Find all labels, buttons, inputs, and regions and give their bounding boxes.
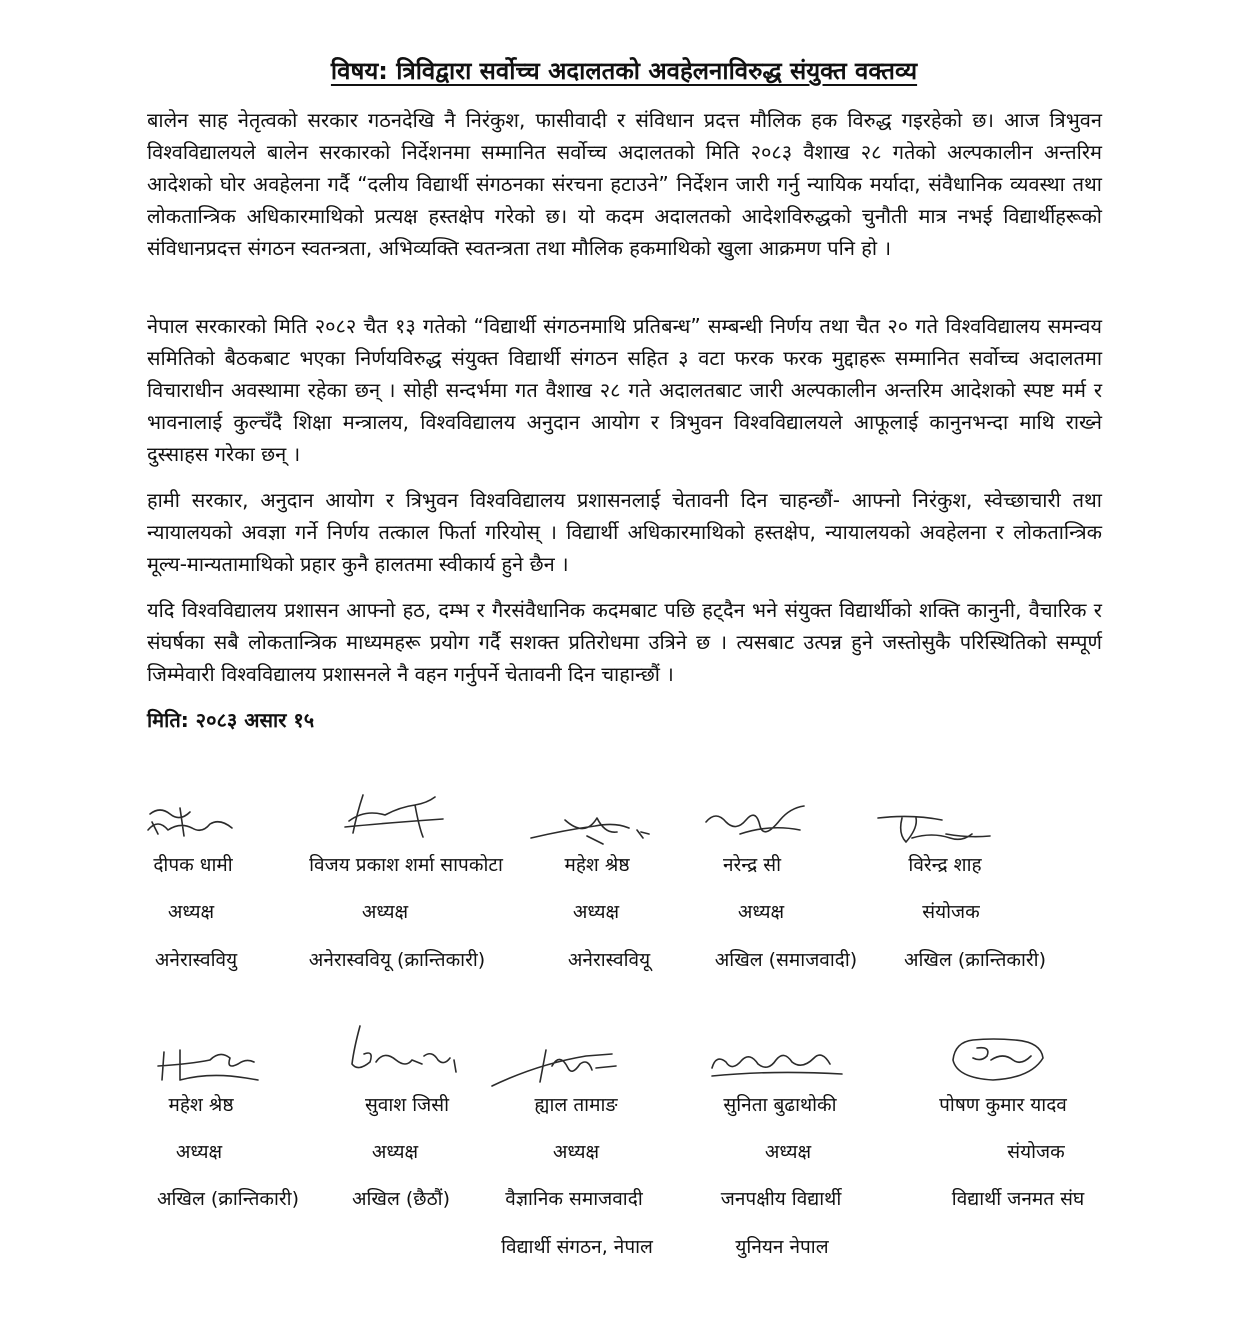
signatory-org: युनियन नेपाल — [735, 1236, 829, 1258]
title-text: विषय: त्रिविद्वारा सर्वोच्च अदालतको अवहेलनाविरुद्ध संयुक्त वक्तव्य — [330, 57, 918, 85]
signature-image — [700, 800, 810, 850]
signatory-org: अखिल (क्रान्तिकारी) — [156, 1188, 300, 1210]
signature-image — [140, 800, 250, 845]
signatory-role: संयोजक — [922, 901, 980, 923]
signatory-org: जनपक्षीय विद्यार्थी — [720, 1188, 842, 1210]
signatory-name: विजय प्रकाश शर्मा सापकोटा — [309, 854, 503, 876]
signatory-org: अखिल (समाजवादी) — [714, 949, 858, 971]
signatory-role: अध्यक्ष — [175, 1141, 223, 1163]
signatory-org: अखिल (छैठौं) — [351, 1188, 451, 1210]
signatory-role: संयोजक — [1007, 1141, 1065, 1163]
signature-image — [335, 783, 450, 843]
signatory-org: अनेरास्ववियु — [154, 949, 238, 971]
signatory-org: अनेरास्ववियू — [567, 949, 651, 971]
signatory-role: अध्यक्ष — [572, 901, 620, 923]
paragraph-3: हामी सरकार, अनुदान आयोग र त्रिभुवन विश्वविद्यालय प्रशासनलाई चेतावनी दिन चाहन्छौं- आफ्नो निरंकुश, स्वेच्छाचारी तथा न्यायालयको अवज्ञा गर्ने निर्णय तत्काल फिर्ता गरियोस् । विद्यार्थी अधिकारमाथिको हस्तक्षेप, न्यायालयको अवहेलना र लोकतान्त्रिक मूल्य-मान्यतामाथिको प्रहार कुनै हालतमा स्वीकार्य हुने छैन । — [147, 488, 1102, 576]
signatory-name: महेश श्रेष्ठ — [564, 854, 630, 876]
signatory-role: अध्यक्ष — [167, 901, 215, 923]
signature-image — [150, 1040, 270, 1090]
signatory-role: अध्यक्ष — [552, 1141, 600, 1163]
signatory-name: ह्याल तामाङ — [534, 1094, 618, 1116]
signatory-name: दीपक धामी — [153, 854, 233, 876]
signatory-org: अनेरास्ववियू (क्रान्तिकारी) — [308, 949, 486, 971]
signatory-org: वैज्ञानिक समाजवादी — [505, 1188, 643, 1210]
signatory-name: विरेन्द्र शाह — [908, 854, 982, 876]
paragraph-2: नेपाल सरकारको मिति २०८२ चैत १३ गतेको “विद्यार्थी संगठनमाथि प्रतिबन्ध” सम्बन्धी निर्णय तथा चैत २० गते विश्वविद्यालय समन्वय समितिको बैठकबाट भएका निर्णयविरुद्ध संयुक्त विद्यार्थी संगठन सहित ३ वटा फरक फरक मुद्दाहरू सम्मानित सर्वोच्च अदालतमा विचाराधीन अवस्थामा रहेका छन् । सोही सन्दर्भमा गत वैशाख २८ गते अदालतबाट जारी अल्पकालीन अन्तरिम आदेशको स्पष्ट मर्म र भावनालाई कुल्चँदै शिक्षा मन्त्रालय, विश्वविद्यालय अनुदान आयोग र त्रिभुवन विश्वविद्यालयले आफूलाई कानुनभन्दा माथि राख्ने दुस्साहस गरेका छन् । — [147, 314, 1102, 466]
signatory-name: सुनिता बुढाथोकी — [723, 1094, 837, 1116]
paragraph-1: बालेन साह नेतृत्वको सरकार गठनदेखि नै निरंकुश, फासीवादी र संविधान प्रदत्त मौलिक हक विरुद्ध गइरहेको छ। आज त्रिभुवन विश्वविद्यालयले बालेन सरकारको निर्देशनमा सम्मानित सर्वोच्च अदालतको मिति २०८३ वैशाख २८ गतेको अल्पकालीन अन्तरिम आदेशको घोर अवहेलना गर्दै “दलीय विद्यार्थी संगठनका संरचना हटाउने” निर्देशन जारी गर्नु न्यायिक मर्यादा, संवैधानिक व्यवस्था तथा लोकतान्त्रिक अधिकारमाथिको प्रत्यक्ष हस्तक्षेप गरेको छ। यो कदम अदालतको आदेशविरुद्धको चुनौती मात्र नभई विद्यार्थीहरूको संविधानप्रदत्त संगठन स्वतन्त्रता, अभिव्यक्ति स्वतन्त्रता तथा मौलिक हकमाथिको खुला आक्रमण पनि हो । — [147, 108, 1102, 260]
signatory-role: अध्यक्ष — [764, 1141, 812, 1163]
signatory-name: नरेन्द्र सी — [722, 854, 782, 876]
signatory-role: अध्यक्ष — [737, 901, 785, 923]
signature-image — [340, 1020, 465, 1085]
signatory-org: विद्यार्थी संगठन, नेपाल — [501, 1236, 653, 1258]
signature-image — [945, 1032, 1055, 1087]
signatory-name: सुवाश जिसी — [364, 1094, 450, 1116]
signatory-name: महेश श्रेष्ठ — [168, 1094, 234, 1116]
signature-image — [525, 808, 660, 850]
signatory-org: विद्यार्थी जनमत संघ — [951, 1188, 1085, 1210]
paragraph-4: यदि विश्वविद्यालय प्रशासन आफ्नो हठ, दम्भ र गैरसंवैधानिक कदमबाट पछि हट्दैन भने संयुक्त विद्यार्थीको शक्ति कानुनी, वैचारिक र संघर्षका सबै लोकतान्त्रिक माध्यमहरू प्रयोग गर्दै सशक्त प्रतिरोधमा उत्रिने छ । त्यसबाट उत्पन्न हुने जस्तोसुकै परिस्थितिको सम्पूर्ण जिम्मेवारी विश्वविद्यालय प्रशासनले नै वहन गर्नुपर्ने चेतावनी दिन चाहान्छौं । — [147, 598, 1102, 686]
signature-image — [488, 1042, 638, 1092]
signature-image — [872, 808, 997, 850]
signature-image — [702, 1040, 852, 1085]
statement-date: मिति: २०८३ असार १५ — [147, 708, 315, 732]
signatory-name: पोषण कुमार यादव — [939, 1094, 1067, 1116]
signatory-org: अखिल (क्रान्तिकारी) — [903, 949, 1047, 971]
signatory-role: अध्यक्ष — [361, 901, 409, 923]
statement-title — [0, 54, 1248, 87]
signatory-role: अध्यक्ष — [371, 1141, 419, 1163]
